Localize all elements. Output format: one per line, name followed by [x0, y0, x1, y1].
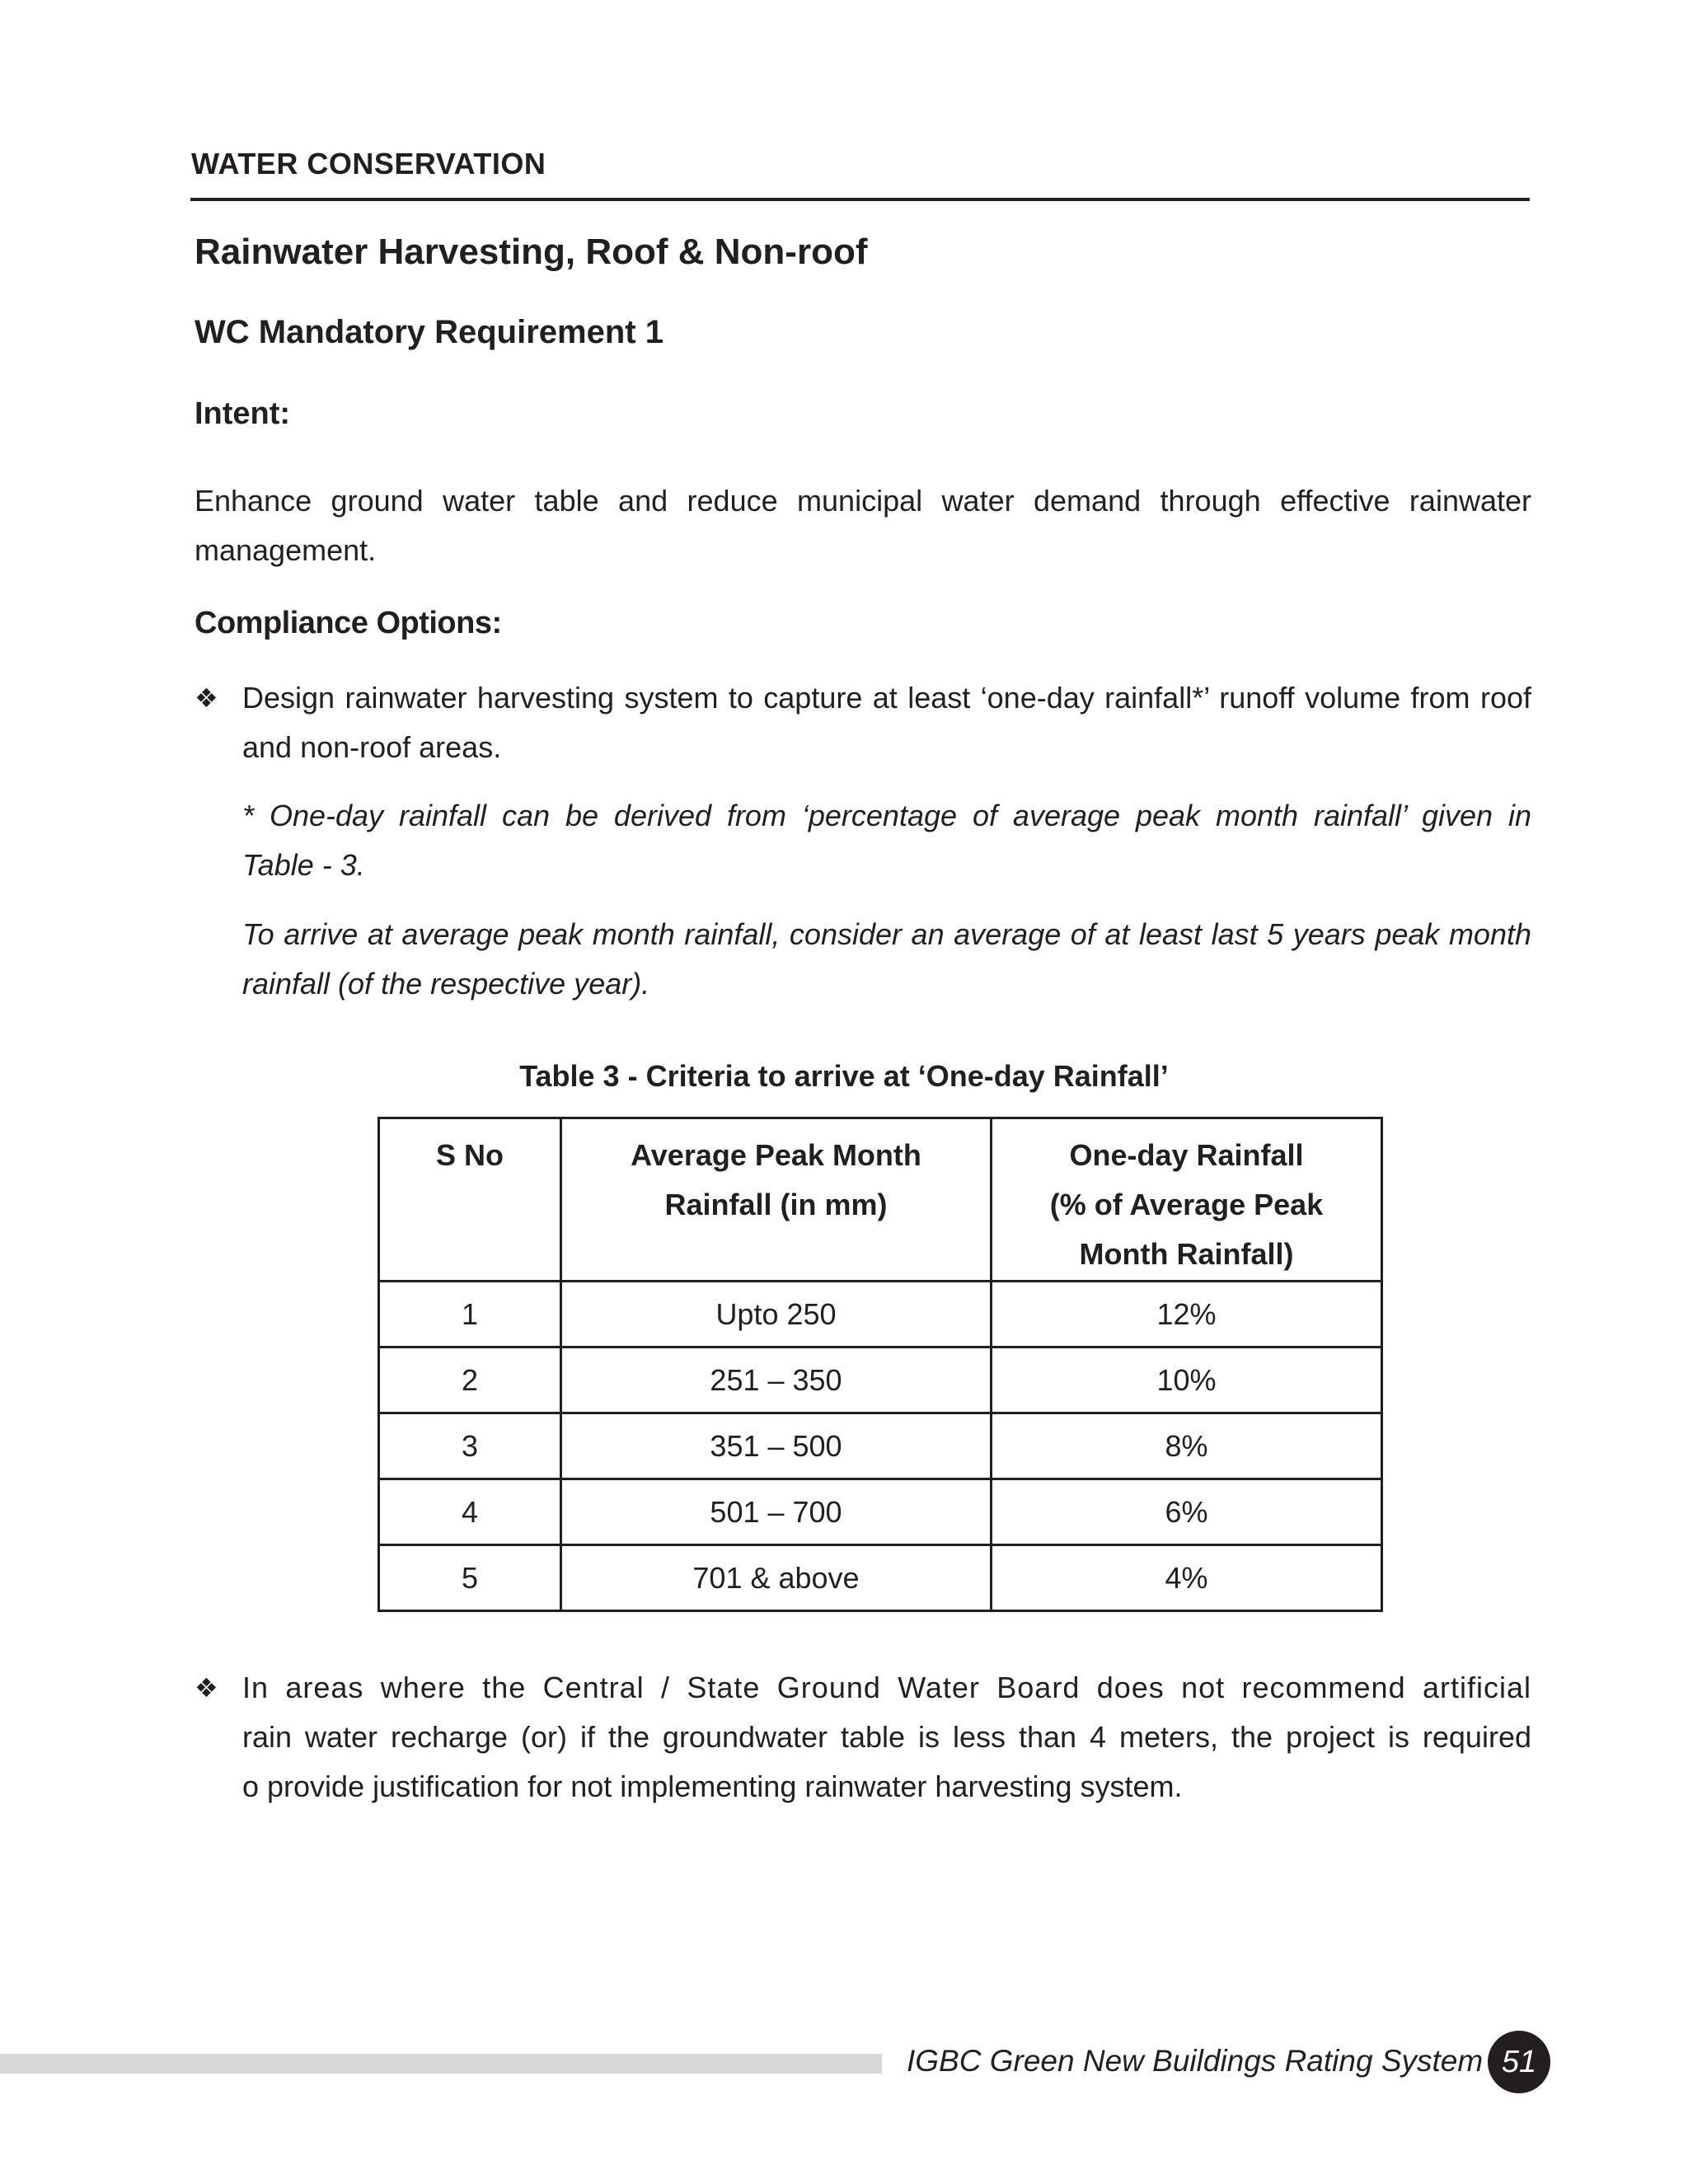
cell-percent: 4% — [992, 1545, 1382, 1611]
note-1-line-2: Table - 3. — [242, 848, 365, 882]
header-col2-line1: Average Peak Month — [631, 1138, 921, 1172]
header-col3-line3: Month Rainfall) — [1079, 1237, 1294, 1271]
header-col2-line2: Rainfall (in mm) — [664, 1188, 888, 1221]
page-number-badge — [1488, 2031, 1550, 2093]
table-caption: Table 3 - Criteria to arrive at ‘One-day Rainfall’ — [519, 1059, 1169, 1093]
note-2-line-1: To arrive at average peak month rainfall, consider an average of at least last 5 years peak month — [242, 917, 1531, 951]
compliance-heading: Compliance Options: — [195, 606, 502, 640]
cell-sno: 3 — [379, 1413, 561, 1479]
bullet-2-line-1: In areas where the Central / State Ground Water Board does not recommend artificial — [242, 1671, 1531, 1704]
cell-percent: 10% — [992, 1347, 1382, 1413]
cell-percent: 12% — [992, 1282, 1382, 1347]
table-row — [379, 1282, 1382, 1347]
cell-sno: 5 — [379, 1545, 561, 1611]
intent-line-1: Enhance ground water table and reduce municipal water demand through effective rainwater — [195, 484, 1531, 518]
cell-rainfall: 701 & above — [561, 1545, 992, 1611]
cell-percent: 8% — [992, 1413, 1382, 1479]
cell-percent: 6% — [992, 1479, 1382, 1545]
footer-title: IGBC Green New Buildings Rating System — [907, 2044, 1484, 2078]
header-sno — [379, 1118, 561, 1282]
header-col3-line1: One-day Rainfall — [1069, 1138, 1304, 1172]
cell-rainfall: 351 – 500 — [561, 1413, 992, 1479]
header-one-day-rainfall — [992, 1118, 1382, 1282]
table-row — [379, 1347, 1382, 1413]
section-label: WATER CONSERVATION — [191, 147, 546, 180]
table-row — [379, 1479, 1382, 1545]
cell-sno: 2 — [379, 1347, 561, 1413]
bullet-1-line-1: Design rainwater harvesting system to capture at least ‘one-day rainfall*’ runoff volume from roof — [242, 681, 1531, 715]
header-col3-line2: (% of Average Peak — [1049, 1188, 1324, 1221]
intent-heading: Intent: — [195, 396, 291, 431]
cell-sno: 1 — [379, 1282, 561, 1347]
header-sno-label: S No — [435, 1138, 504, 1172]
note-average-peak — [242, 910, 1531, 1009]
header-avg-peak-rainfall — [561, 1118, 992, 1282]
intent-line-2: management. — [195, 533, 377, 567]
bullet-2-line-2: rain water recharge (or) if the groundwater table is less than 4 meters, the project is required — [242, 1720, 1531, 1754]
note-1-line-1: * One-day rainfall can be derived from ‘percentage of average peak month rainfall’ given in — [242, 799, 1531, 832]
table-header-row — [379, 1118, 1382, 1282]
page-number: 51 — [1501, 2044, 1537, 2079]
intent-paragraph — [195, 476, 1531, 575]
cell-rainfall: Upto 250 — [561, 1282, 992, 1347]
footer-bar — [0, 2054, 882, 2074]
bullet-1-line-2: and non-roof areas. — [242, 730, 502, 764]
cell-rainfall: 251 – 350 — [561, 1347, 992, 1413]
diamond-bullet-icon: ❖ — [195, 1673, 218, 1703]
bullet-2-line-3: o provide justification for not implementing rainwater harvesting system. — [242, 1769, 1183, 1803]
cell-rainfall: 501 – 700 — [561, 1479, 992, 1545]
bullet-2 — [242, 1663, 1531, 1811]
cell-sno: 4 — [379, 1479, 561, 1545]
diamond-bullet-icon: ❖ — [195, 683, 218, 713]
note-one-day-rainfall — [242, 791, 1531, 890]
header-divider — [190, 198, 1530, 201]
note-2-line-2: rainfall (of the respective year). — [242, 967, 650, 1001]
table-row — [379, 1545, 1382, 1611]
requirement-heading: WC Mandatory Requirement 1 — [195, 314, 663, 350]
rainfall-criteria-table — [377, 1117, 1383, 1612]
page-title: Rainwater Harvesting, Roof & Non-roof — [195, 232, 868, 272]
table-row — [379, 1413, 1382, 1479]
bullet-1 — [242, 673, 1531, 772]
